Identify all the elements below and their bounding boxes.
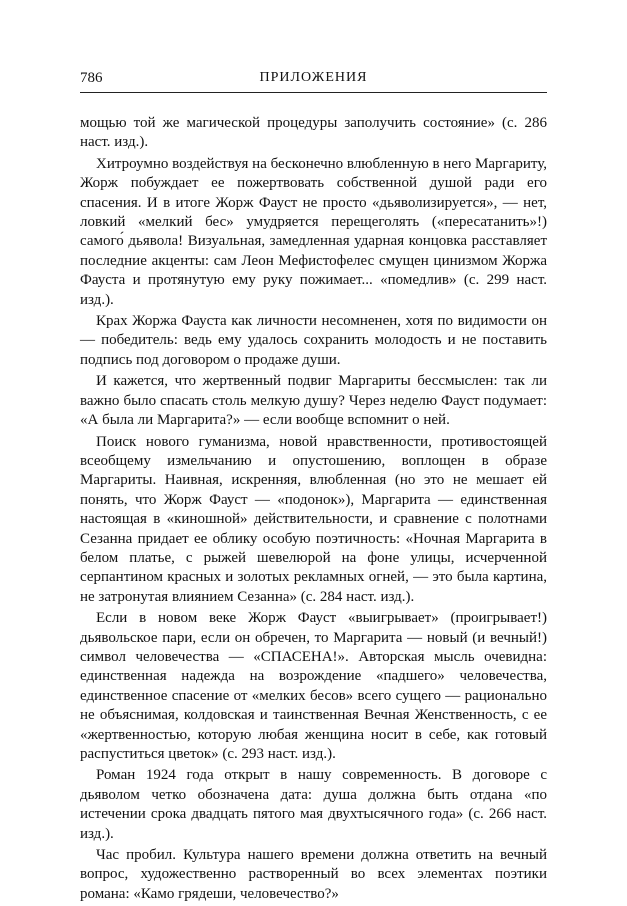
paragraph: Если в новом веке Жорж Фауст «выигрывает» (проигрывает!) дьявольское пари, если он обречен, то Маргарита — новый (и вечный!) символ человечества — «СПАСЕНА!». Авторская мысль очевидна: единственная надежда на возрождение «падшего» человечества, единственное спасение от «мелких бесов» всего сущего — рационально не объяснимая, колдовская и таинственная Вечная Женственность, с ее «жертвенностью, которую любая женщина носит в себе, как готовый распуститься цветок» (с. 293 наст. изд.). [80,610,547,762]
paragraph: Поиск нового гуманизма, новой нравственности, противостоящей всеобщему измельчанию и опустошению, воплощен в образе Маргариты. Наивная, искренняя, влюбленная (но это не мешает ей понять, что Жорж Фауст — «подонок»), Маргарита — единственная настоящая в «киношной» действительности, и сравнение с полотнами Сезанна придает ее облику особую поэтичность: «Ночная Маргарита в белом платье, с рыжей шевелюрой на фоне улицы, исчерченной серпантином красных и золотых рекламных огней, — это была картина, не затронутая влиянием Сезанна» (с. 284 наст. изд.). [80,433,547,605]
paragraph: Час пробил. Культура нашего времени должна ответить на вечный вопрос, художественно растворенный во всех элементах поэтики романа: «Камо грядеши, человечество?» [80,847,547,902]
body-text [80,114,547,906]
paragraph: Крах Жоржа Фауста как личности несомненен, хотя по видимости он — победитель: ведь ему удалось сохранить молодость и не поставить подпись под договором о продаже души. [80,313,547,368]
paragraph: мощью той же магической процедуры заполучить состояние» (с. 286 наст. изд.). [80,115,547,151]
page-header [80,70,547,93]
paragraph: И кажется, что жертвенный подвиг Маргариты бессмыслен: так ли важно было спасать столь мелкую душу? Через неделю Фауст подумает: «А была ли Маргарита?» — если вообще вспомнит о ней. [80,373,547,429]
paragraph: Роман 1924 года открыт в нашу современность. В договоре с дьяволом четко обозначена дата: душа должна быть отдана «по истечении срока двадцать пятого мая двухтысячного года» (с. 266 наст. изд.). [80,767,547,842]
page-number: 786 [80,70,103,86]
paragraph: Хитроумно воздействуя на бесконечно влюбленную в него Маргариту, Жорж побуждает ее пожертвовать собственной душой ради его спасения. И в итоге Жорж Фауст не просто «дьяволизируется», — нет, ловкий «мелкий бес» умудряется перещеголять («пересатанить»!) самого́ дьявола! Визуальная, замедленная ударная концовка расставляет последние акценты: сам Леон Мефистофелес смущен цинизмом Жоржа Фауста и протянутую ему руку пожимает... «помедлив» (с. 299 наст. изд.). [80,155,547,308]
running-title: ПРИЛОЖЕНИЯ [259,70,368,85]
